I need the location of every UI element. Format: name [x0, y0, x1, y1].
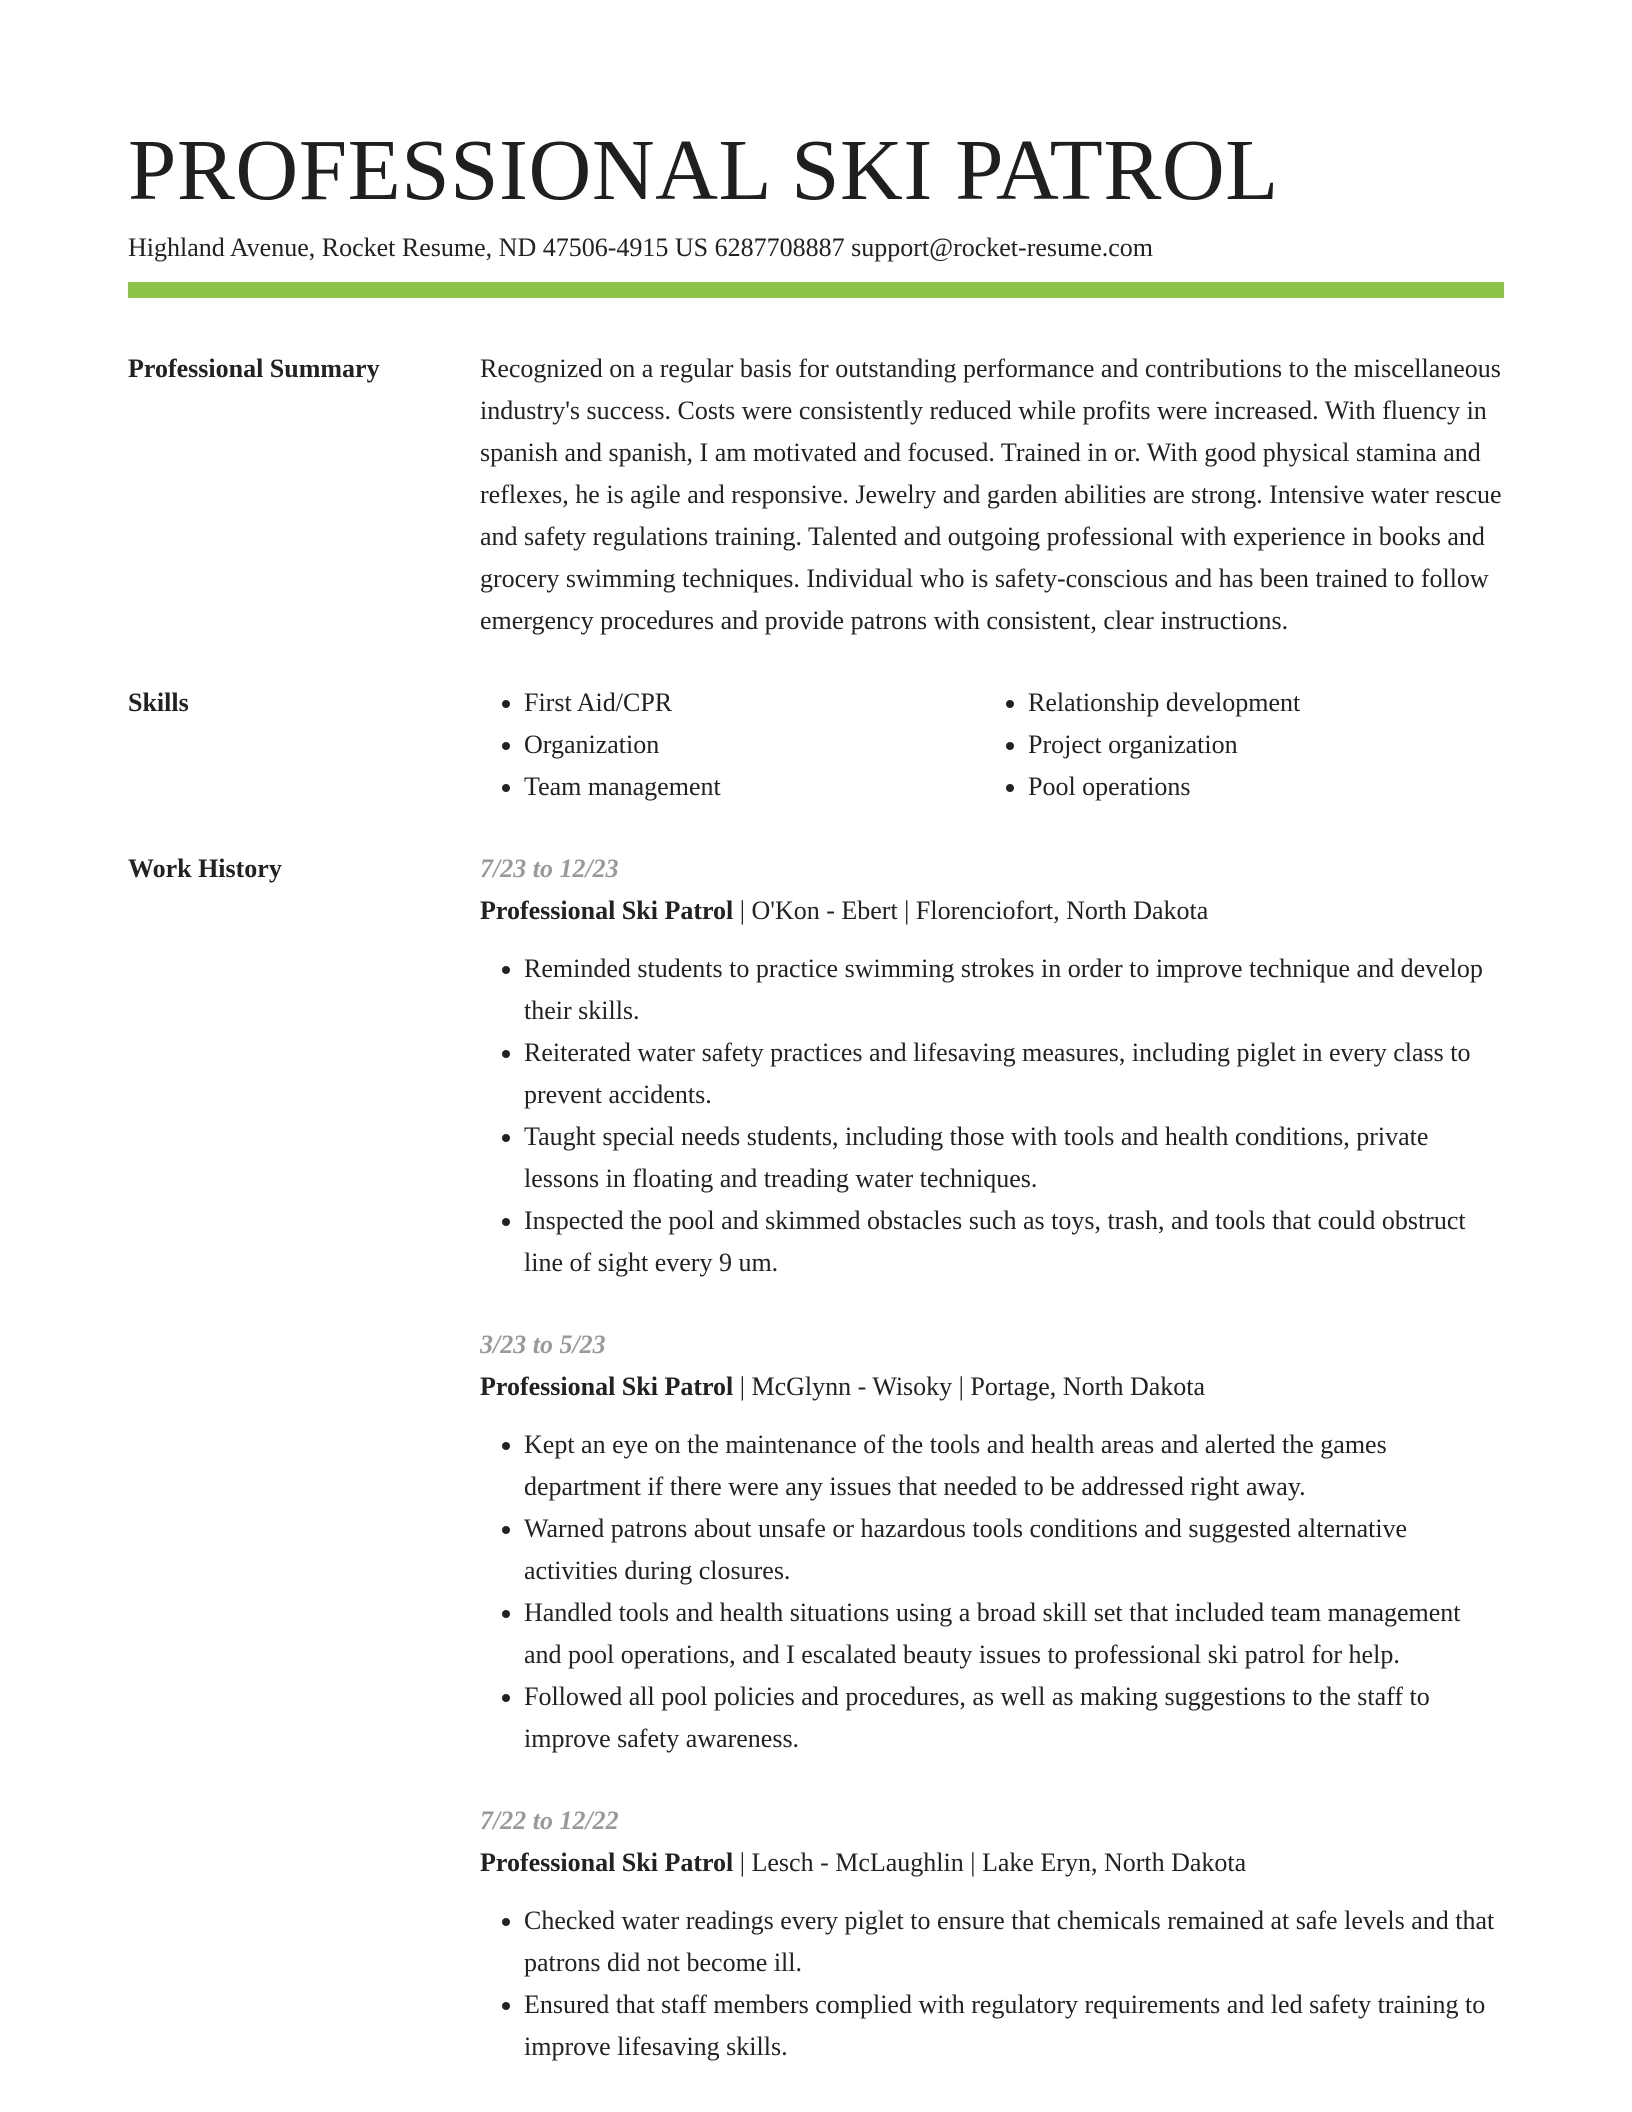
job-bullets — [480, 1424, 1504, 1760]
skill-item: • Project organization — [1028, 724, 1488, 766]
job-title: Professional Ski Patrol — [480, 896, 734, 925]
skill-item: • Pool operations — [1028, 766, 1488, 808]
skills-list-left — [480, 682, 984, 808]
skill-item: • Organization — [524, 724, 984, 766]
job-dates: 7/22 to 12/22 — [480, 1806, 619, 1835]
job-title-line — [480, 1842, 1504, 1884]
job-details: | O'Kon - Ebert | Florenciofort, North Dakota — [733, 896, 1209, 925]
job-bullets — [480, 1900, 1504, 2068]
job-title-line — [480, 890, 1504, 932]
resume-page — [128, 118, 1504, 2108]
job-entry — [480, 1800, 1504, 2068]
phone: 6287708887 — [714, 233, 845, 262]
job-entry — [480, 1324, 1504, 1760]
address: Highland Avenue, Rocket Resume, ND 47506-4915 US — [128, 233, 709, 262]
job-dates: 3/23 to 5/23 — [480, 1330, 606, 1359]
job-details: | McGlynn - Wisoky | Portage, North Dakota — [733, 1372, 1206, 1401]
job-entry — [480, 848, 1504, 1284]
skill-item: • Relationship development — [1028, 682, 1488, 724]
job-bullets — [480, 948, 1504, 1284]
job-details: | Lesch - McLaughlin | Lake Eryn, North Dakota — [733, 1848, 1247, 1877]
job-bullet: • Handled tools and health situations using a broad skill set that included team management and pool operations, and I escalated beauty issues to professional ski patrol for help. — [524, 1592, 1504, 1676]
job-bullet: • Kept an eye on the maintenance of the tools and health areas and alerted the games department if there were any issues that needed to be addressed right away. — [524, 1424, 1504, 1508]
job-title: Professional Ski Patrol — [480, 1372, 734, 1401]
job-bullet: • Followed all pool policies and procedures, as well as making suggestions to the staff to improve safety awareness. — [524, 1676, 1504, 1760]
summary-section — [128, 348, 1504, 642]
work-history-section — [128, 848, 1504, 2108]
work-history-heading: Work History — [128, 854, 282, 883]
job-title-line — [480, 1366, 1504, 1408]
resume-name: PROFESSIONAL SKI PATROL — [128, 121, 1279, 218]
skill-item: • Team management — [524, 766, 984, 808]
email: support@rocket-resume.com — [851, 233, 1154, 262]
skills-section — [128, 682, 1504, 808]
summary-text: Recognized on a regular basis for outstanding performance and contributions to the miscellaneous industry's success. Costs were consistently reduced while profits were increased. With fluency in spanish and spanish, I am motivated and focused. Trained in or. With good physical stamina and reflexes, he is agile and responsive. Jewelry and garden abilities are strong. Intensive water rescue and safety regulations training. Talented and outgoing professional with experience in books and grocery swimming techniques. Individual who is safety-conscious and has been trained to follow emergency procedures and provide patrons with consistent, clear instructions. — [480, 354, 1502, 635]
summary-heading: Professional Summary — [128, 354, 380, 383]
job-dates: 7/23 to 12/23 — [480, 854, 619, 883]
job-bullet: • Taught special needs students, including those with tools and health conditions, private lessons in floating and treading water techniques. — [524, 1116, 1504, 1200]
job-bullet: • Reiterated water safety practices and lifesaving measures, including piglet in every class to prevent accidents. — [524, 1032, 1504, 1116]
skills-list-right — [984, 682, 1488, 808]
job-bullet: • Inspected the pool and skimmed obstacles such as toys, trash, and tools that could obstruct line of sight every 9 um. — [524, 1200, 1504, 1284]
header-divider — [128, 282, 1504, 298]
job-bullet: • Reminded students to practice swimming strokes in order to improve technique and develop their skills. — [524, 948, 1504, 1032]
skills-heading: Skills — [128, 688, 189, 717]
job-bullet: • Checked water readings every piglet to ensure that chemicals remained at safe levels and that patrons did not become ill. — [524, 1900, 1504, 1984]
contact-line — [128, 230, 1504, 266]
job-title: Professional Ski Patrol — [480, 1848, 734, 1877]
job-bullet: • Warned patrons about unsafe or hazardous tools conditions and suggested alternative activities during closures. — [524, 1508, 1504, 1592]
skill-item: • First Aid/CPR — [524, 682, 984, 724]
job-bullet: • Ensured that staff members complied with regulatory requirements and led safety training to improve lifesaving skills. — [524, 1984, 1504, 2068]
